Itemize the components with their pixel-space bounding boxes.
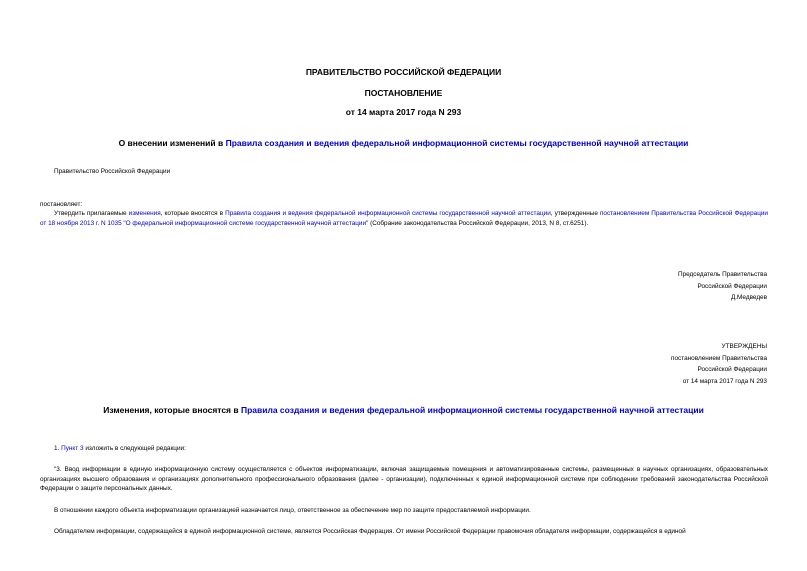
signature-block [678,269,767,304]
document-title [0,138,807,148]
decree-text-b: , которые вносятся в [160,210,226,217]
government-name: ПРАВИТЕЛЬСТВО РОССИЙСКОЙ ФЕДЕРАЦИИ [305,67,502,77]
approval-date: от 14 марта 2017 года N 293 [682,377,767,385]
rules-link[interactable]: Правила создания и ведения федеральной информационной системы государственной научной аттестации [225,210,551,217]
approval-approved: УТВЕРЖДЕНЫ [721,343,767,350]
change-item-1 [54,444,186,454]
quote-paragraph-1: "3. Ввод информации в единую информационную систему осуществляется с объектов информатизации, включая защищаемые помещения и автоматизированные системы, размещенных в научных организациях, образовательных организациях высшего образования и организациях дополнительного профессионального образования (далее - организации), подключенных к единой информационной системе при соблюдении требований законодательства Российской Федерации о защите персональных данных. [40,466,768,492]
changes-link[interactable]: изменения [128,210,161,217]
item1-number: 1. [54,445,62,452]
point-3-link[interactable]: Пункт 3 [61,445,84,452]
changes-prefix: Изменения, которые вносятся в [103,405,241,415]
title-rules-link[interactable]: Правила создания и ведения федеральной информационной системы государственной научной аттестации [225,138,689,148]
changes-rules-link[interactable]: Правила создания и ведения федеральной информационной системы государственной научной аттестации [240,405,704,415]
signature-country: Российской Федерации [697,282,767,290]
decree-text-a: Утвердить прилагаемые [54,210,129,217]
quote-paragraph-2: В отношении каждого объекта информатизации организацией назначается лицо, ответственное за обеспечение мер по защите предоставляемой информации. [54,507,531,514]
issuer-text: Правительство Российской Федерации [54,168,171,175]
signature-name: Д.Медведев [730,294,767,301]
item1-text: изложить в следующей редакции: [83,445,186,452]
quote-paragraph-3: Обладателем информации, содержащейся в единой информационной системе, является Российская Федерация. От имени Российской Федерации правомочия обладателя информации, содержащейся в единой [54,528,686,535]
title-prefix: О внесении изменений в [118,138,226,148]
changes-heading [0,405,807,415]
signature-position: Председатель Правительства [678,271,767,278]
approval-block [671,341,767,387]
approval-resolution: постановлением Правительства [671,354,767,362]
decree-text-d: (Собрание законодательства Российской Федерации, 2013, N 8, ст.6251). [368,219,589,227]
approval-country: Российской Федерации [697,366,767,373]
decree-paragraph [40,209,768,228]
resolution-link[interactable]: постановлением Правительства Российской Федерации от 18 ноября 2013 г. N 1035 "О федеральной информационной системе государственной научной аттестации" [40,210,768,227]
decides-text: постановляет: [40,201,83,208]
document-type: ПОСТАНОВЛЕНИЕ [364,88,443,98]
document-date-number: от 14 марта 2017 года N 293 [345,107,462,117]
decree-text-c: , утвержденные [550,210,600,217]
